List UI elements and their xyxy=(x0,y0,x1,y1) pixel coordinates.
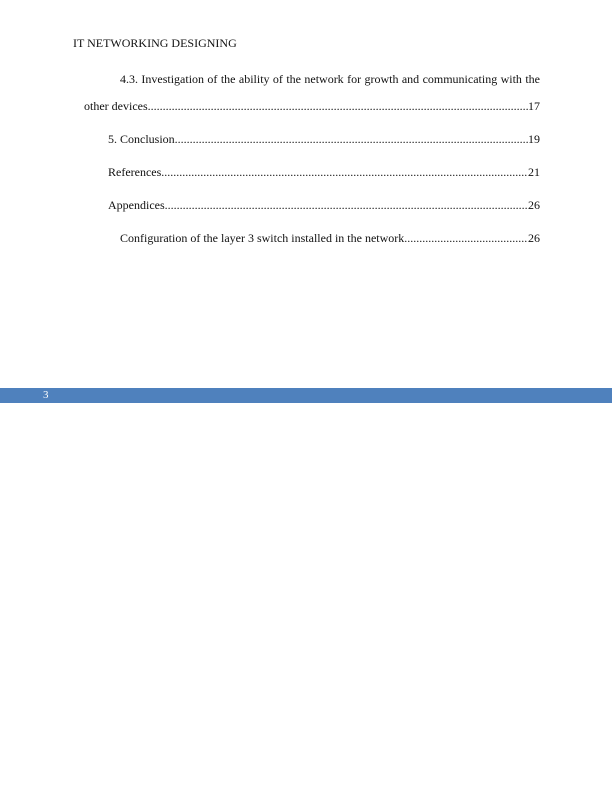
running-header: IT NETWORKING DESIGNING xyxy=(73,36,237,50)
toc-page-number: 21 xyxy=(528,165,540,179)
toc-leader-dots xyxy=(165,197,528,213)
table-of-contents xyxy=(0,0,612,300)
toc-entry-title: 5. Conclusion xyxy=(108,132,175,146)
toc-entry-title: Configuration of the layer 3 switch installed in the network xyxy=(120,231,405,245)
toc-entry-title: Appendices xyxy=(108,198,165,212)
page-number: 3 xyxy=(43,389,49,401)
toc-entry-4-3-line2[interactable] xyxy=(84,98,540,114)
toc-page-number: 26 xyxy=(528,198,540,212)
toc-entry-title: other devices xyxy=(84,99,148,113)
toc-entry-title: References xyxy=(108,165,162,179)
toc-leader-dots xyxy=(404,230,528,246)
toc-entry-appendices[interactable] xyxy=(108,197,540,213)
toc-leader-dots xyxy=(175,131,528,147)
toc-leader-dots xyxy=(148,98,528,114)
toc-page-number: 17 xyxy=(528,99,540,113)
toc-entry-references[interactable] xyxy=(108,164,540,180)
toc-page-number: 19 xyxy=(528,132,540,146)
toc-page-number: 26 xyxy=(528,231,540,245)
toc-entry-layer3-switch-config[interactable] xyxy=(120,230,540,246)
footer-band xyxy=(0,388,612,403)
toc-entry-conclusion[interactable] xyxy=(108,131,540,147)
toc-leader-dots xyxy=(161,164,528,180)
toc-entry-4-3-line1[interactable]: 4.3. Investigation of the ability of the network for growth and communicating with the xyxy=(120,72,540,86)
